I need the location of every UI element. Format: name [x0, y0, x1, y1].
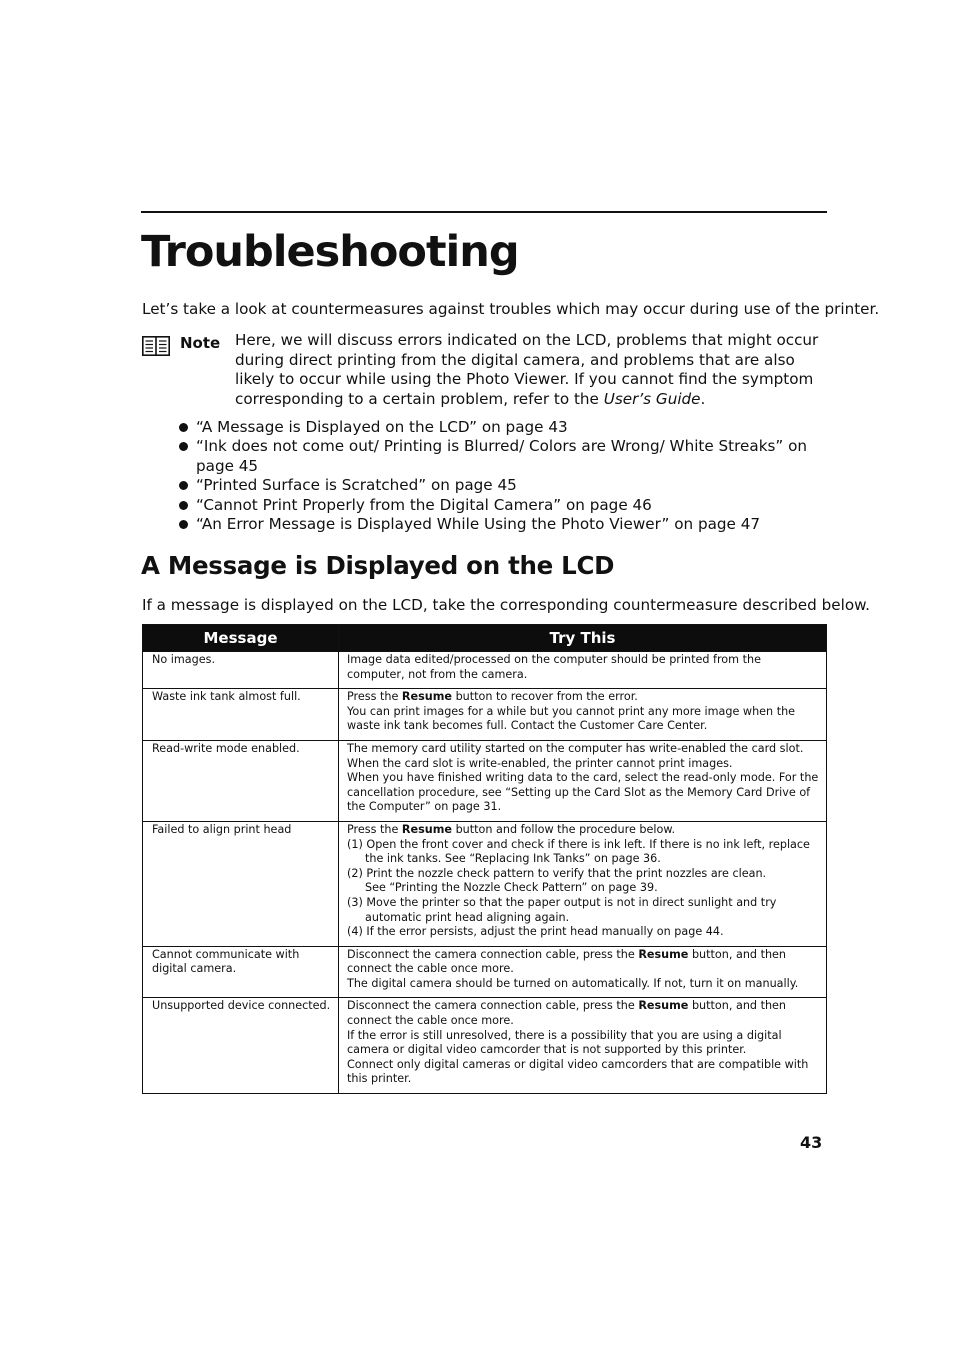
- remedy-text: Press the: [347, 690, 399, 704]
- remedy-cell: [339, 946, 827, 998]
- guide-title: User’s Guide: [603, 389, 701, 408]
- bullet-icon: [179, 481, 188, 490]
- note-label: Note: [180, 334, 221, 352]
- resume-button-label: Resume: [401, 822, 452, 836]
- title-rule: [141, 211, 827, 213]
- list-item[interactable]: [178, 476, 828, 495]
- remedy-cell: [339, 652, 827, 689]
- remedy-text: The digital camera should be turned on automatically. If not, turn it on manually.: [347, 976, 799, 990]
- remedy-cell: [339, 998, 827, 1094]
- header-message: Message: [143, 625, 339, 652]
- list-item[interactable]: [178, 418, 828, 437]
- bullet-icon: [179, 442, 188, 451]
- remedy-text: button, and then connect the cable once more.: [347, 999, 787, 1028]
- cross-reference-list: [178, 418, 828, 534]
- table-row: [143, 652, 827, 689]
- procedure-step: (2) Print the nozzle check pattern to verify that the print nozzles are clean.: [347, 866, 767, 880]
- message-cell: Waste ink tank almost full.: [143, 689, 339, 741]
- intro-text: Let’s take a look at countermeasures against troubles which may occur during use of the printer.: [142, 300, 880, 318]
- message-cell: Failed to align print head: [143, 821, 339, 946]
- book-icon: [142, 336, 170, 356]
- bullet-icon: [179, 423, 188, 432]
- message-cell: No images.: [143, 652, 339, 689]
- remedy-text: Disconnect the camera connection cable, press the: [347, 947, 635, 961]
- remedy-text: button to recover from the error.: [455, 690, 638, 704]
- list-item[interactable]: [178, 515, 828, 534]
- link-text[interactable]: “Printed Surface is Scratched” on page 45: [196, 476, 517, 495]
- remedy-text: button, and then connect the cable once more.: [347, 947, 787, 976]
- table-header-row: [143, 625, 827, 652]
- table-row: [143, 689, 827, 741]
- table-row: [143, 998, 827, 1094]
- message-cell: Cannot communicate with digital camera.: [143, 946, 339, 998]
- message-cell: Unsupported device connected.: [143, 998, 339, 1094]
- link-text[interactable]: “A Message is Displayed on the LCD” on page 43: [196, 418, 568, 436]
- bullet-icon: [179, 501, 188, 510]
- remedy-text: Disconnect the camera connection cable, press the: [347, 999, 635, 1013]
- link-text[interactable]: “Ink does not come out/ Printing is Blurred/ Colors are Wrong/ White Streaks” on page 45: [196, 437, 808, 475]
- procedure-step: (4) If the error persists, adjust the print head manually on page 44.: [347, 925, 724, 939]
- link-text[interactable]: “Cannot Print Properly from the Digital Camera” on page 46: [196, 495, 652, 514]
- resume-button-label: Resume: [638, 999, 689, 1013]
- remedy-text: button and follow the procedure below.: [455, 822, 676, 836]
- message-table: [142, 624, 827, 1094]
- bullet-icon: [179, 520, 188, 529]
- page-title: Troubleshooting: [141, 227, 519, 277]
- list-item[interactable]: [178, 437, 828, 476]
- remedy-text: You can print images for a while but you cannot print any more image when the waste ink tank becomes full. Contact the Customer Care Center.: [347, 704, 796, 733]
- remedy-text: Image data edited/processed on the computer should be printed from the computer, not from the camera.: [347, 653, 761, 681]
- remedy-text: If the error is still unresolved, there is a possibility that you are using a digital camera or digital video camcorder that is not supported by this printer.: [347, 1028, 782, 1057]
- remedy-text: Press the: [347, 822, 399, 836]
- table-row: [143, 946, 827, 998]
- list-item[interactable]: [178, 496, 828, 515]
- note-text: [235, 331, 827, 409]
- message-cell: Read-write mode enabled.: [143, 740, 339, 821]
- remedy-text: The memory card utility started on the computer has write-enabled the card slot. When the card slot is write-enabled, the printer cannot print images.: [347, 741, 804, 770]
- procedure-step: (1) Open the front cover and check if there is ink left. If there is no ink left, replace the ink tanks. See “Replacing Ink Tanks” on page 36.: [347, 837, 810, 866]
- resume-button-label: Resume: [638, 947, 689, 961]
- table-row: [143, 821, 827, 946]
- remedy-cell: [339, 689, 827, 741]
- note-end: .: [700, 389, 706, 408]
- remedy-cell: [339, 821, 827, 946]
- remedy-text: When you have finished writing data to the card, select the read-only mode. For the cancellation procedure, see “Setting up the Card Slot as the Memory Card Drive of the Computer” on page 31.: [347, 771, 819, 814]
- link-text[interactable]: “An Error Message is Displayed While Using the Photo Viewer” on page 47: [196, 515, 761, 534]
- section-lead: If a message is displayed on the LCD, take the corresponding countermeasure described below.: [142, 596, 870, 614]
- remedy-text: Connect only digital cameras or digital video camcorders that are compatible with this printer.: [347, 1057, 809, 1086]
- section-heading: A Message is Displayed on the LCD: [141, 551, 615, 580]
- resume-button-label: Resume: [401, 690, 452, 704]
- remedy-cell: [339, 740, 827, 821]
- header-try-this: Try This: [339, 625, 827, 652]
- procedure-step-note: See “Printing the Nozzle Check Pattern” on page 39.: [365, 881, 658, 895]
- note-body: Here, we will discuss errors indicated on the LCD, problems that might occur during direct printing from the digital camera, and problems that are also likely to occur while using the Photo Viewer. If you cannot find the symptom corresponding to a certain problem, refer to the: [235, 331, 819, 408]
- page-number: 43: [800, 1133, 823, 1152]
- table-row: [143, 740, 827, 821]
- procedure-step: (3) Move the printer so that the paper output is not in direct sunlight and try automatic print head aligning again.: [347, 895, 777, 924]
